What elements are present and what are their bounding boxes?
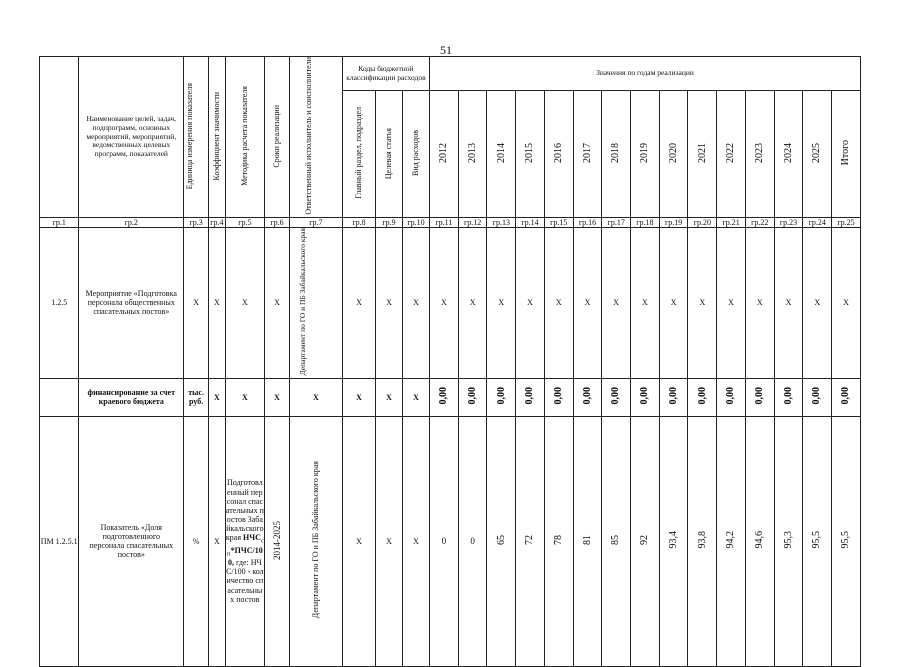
row-value: 0 (458, 416, 487, 666)
row-terms: Х (265, 378, 290, 416)
gr-label: гр.15 (544, 217, 573, 227)
row-value: 0,00 (573, 378, 602, 416)
gr-label: гр.13 (487, 217, 516, 227)
row-value: 94,2 (717, 416, 746, 666)
row-unit: тыс. руб. (184, 378, 209, 416)
row-c8: Х (342, 228, 375, 379)
header-year: 2012 (430, 91, 459, 217)
table-row (40, 416, 861, 666)
header-terms: Сроки реализации (265, 57, 290, 218)
row-c9: Х (376, 416, 403, 666)
gr-label: гр.16 (573, 217, 602, 227)
row-executor: Департамент по ГО и ПБ Забайкальского края (289, 228, 342, 379)
row-total: Х (832, 228, 861, 379)
row-value: 85 (602, 416, 631, 666)
row-value: Х (745, 228, 774, 379)
row-value: 95,5 (803, 416, 832, 666)
row-value: 0,00 (430, 378, 459, 416)
row-value: Х (516, 228, 545, 379)
row-value: 0,00 (487, 378, 516, 416)
gr-label: гр.4 (210, 217, 224, 227)
gr-label: гр.24 (803, 217, 832, 227)
gr-label: гр.23 (774, 217, 803, 227)
row-coef: Х (209, 228, 226, 379)
row-value: 0,00 (516, 378, 545, 416)
row-value: Х (430, 228, 459, 379)
gr-label: гр.8 (342, 217, 375, 227)
table-row (40, 378, 861, 416)
row-value: 78 (544, 416, 573, 666)
header-year: 2018 (602, 91, 631, 217)
row-value: Х (602, 228, 631, 379)
row-value: 72 (516, 416, 545, 666)
row-name: финансирование за счет краевого бюджета (79, 378, 184, 416)
header-year: 2025 (803, 91, 832, 217)
header-values-by-year: Значения по годам реализации (430, 57, 861, 91)
gr-label: гр.18 (631, 217, 660, 227)
row-value: Х (573, 228, 602, 379)
row-value: 0,00 (717, 378, 746, 416)
header-year: 2017 (573, 91, 602, 217)
row-name: Мероприятие «Подготовка персонала общественных спасательных постов» (79, 228, 184, 379)
row-code (40, 378, 79, 416)
row-method: Х (225, 228, 264, 379)
row-value: 65 (487, 416, 516, 666)
row-value: 81 (573, 416, 602, 666)
row-c9: Х (376, 378, 403, 416)
gr-label: гр.1 (40, 217, 79, 227)
row-value: 92 (631, 416, 660, 666)
row-c8: Х (342, 416, 375, 666)
row-value: 94,6 (745, 416, 774, 666)
header-name: Наименование целей, задач, подпрограмм, основных мероприятий, мероприятий, ведомственных целевых программ, показателей (79, 57, 184, 218)
row-value: Х (659, 228, 688, 379)
row-value: Х (487, 228, 516, 379)
header-main-section: Главный раздел, подраздел (342, 91, 375, 217)
header-unit: Единица измерения показателя (184, 57, 209, 218)
page-number: 51 (440, 43, 452, 57)
header-year: 2015 (516, 91, 545, 217)
header-executor: Ответственный исполнитель и соисполнители (289, 57, 342, 218)
table-row (40, 228, 861, 379)
row-value: 0,00 (602, 378, 631, 416)
header-target-item: Целевая статья (376, 91, 403, 217)
row-value: Х (803, 228, 832, 379)
header-year: 2024 (774, 91, 803, 217)
gr-label: гр.9 (376, 217, 403, 227)
gr-label: гр.20 (688, 217, 717, 227)
header-expense-type: Вид расходов (403, 91, 430, 217)
row-value: 0,00 (688, 378, 717, 416)
column-number-row (40, 217, 861, 227)
row-executor: Департамент по ГО и ПБ Забайкальского края (289, 416, 342, 666)
row-value: Х (717, 228, 746, 379)
indicators-table (39, 56, 861, 667)
gr-label: гр.22 (745, 217, 774, 227)
row-value: 93,8 (688, 416, 717, 666)
header-year: 2020 (659, 91, 688, 217)
header-year: 2023 (745, 91, 774, 217)
row-terms: 2014-2025 (265, 416, 290, 666)
header-row-1 (40, 57, 861, 91)
gr-label: гр.19 (659, 217, 688, 227)
row-value: Х (458, 228, 487, 379)
gr-label: гр.5 (225, 217, 264, 227)
row-c10: Х (403, 228, 430, 379)
header-col1 (40, 57, 79, 218)
header-method: Методика расчета показателя (225, 57, 264, 218)
row-method: Х (225, 378, 264, 416)
row-code: 1.2.5 (40, 228, 79, 379)
gr-label: гр.11 (430, 217, 459, 227)
row-value: 0 (430, 416, 459, 666)
row-code: ПМ 1.2.5.1 (40, 416, 79, 666)
row-c8: Х (342, 378, 375, 416)
row-value: Х (544, 228, 573, 379)
row-coef: Х (209, 416, 226, 666)
row-executor: Х (289, 378, 342, 416)
gr-label: гр.10 (403, 217, 430, 227)
row-terms: Х (265, 228, 290, 379)
header-year: 2022 (717, 91, 746, 217)
gr-label: гр.25 (832, 217, 861, 227)
row-method: Подготовленный персонал спасательных постов Забайкальского края $НЧС_{сп}*ПЧС/100$, где: НЧС/100 - количество спасательных постов (225, 416, 264, 666)
gr-label: гр.7 (289, 217, 342, 227)
row-unit: % (184, 416, 209, 666)
gr-label: гр.6 (265, 217, 290, 227)
row-total: 95,5 (832, 416, 861, 666)
row-value: 93,4 (659, 416, 688, 666)
header-year: 2021 (688, 91, 717, 217)
row-value: Х (688, 228, 717, 379)
row-name: Показатель «Доля подготовленного персонала спасательных постов» (79, 416, 184, 666)
header-year: 2016 (544, 91, 573, 217)
row-c10: Х (403, 416, 430, 666)
gr-label: гр.2 (79, 217, 184, 227)
row-value: Х (774, 228, 803, 379)
row-value: 0,00 (544, 378, 573, 416)
header-year: 2019 (631, 91, 660, 217)
header-year: 2013 (458, 91, 487, 217)
row-value: 95,3 (774, 416, 803, 666)
row-value: 0,00 (745, 378, 774, 416)
gr-label: гр.12 (458, 217, 487, 227)
row-c9: Х (376, 228, 403, 379)
header-coef: Коэффициент значимости (209, 57, 226, 218)
row-value: 0,00 (659, 378, 688, 416)
gr-label: гр.17 (602, 217, 631, 227)
header-budget-codes: Коды бюджетной классификации расходов (342, 57, 429, 91)
header-total: Итого (832, 91, 861, 217)
row-value: 0,00 (631, 378, 660, 416)
gr-label: гр.3 (184, 217, 209, 227)
gr-label: гр.21 (717, 217, 746, 227)
row-total: 0,00 (832, 378, 861, 416)
row-value: 0,00 (458, 378, 487, 416)
row-value: 0,00 (803, 378, 832, 416)
row-value: 0,00 (774, 378, 803, 416)
row-value: Х (631, 228, 660, 379)
row-c10: Х (403, 378, 430, 416)
header-year: 2014 (487, 91, 516, 217)
gr-label: гр.14 (516, 217, 545, 227)
row-coef: Х (209, 378, 226, 416)
row-unit: Х (184, 228, 209, 379)
